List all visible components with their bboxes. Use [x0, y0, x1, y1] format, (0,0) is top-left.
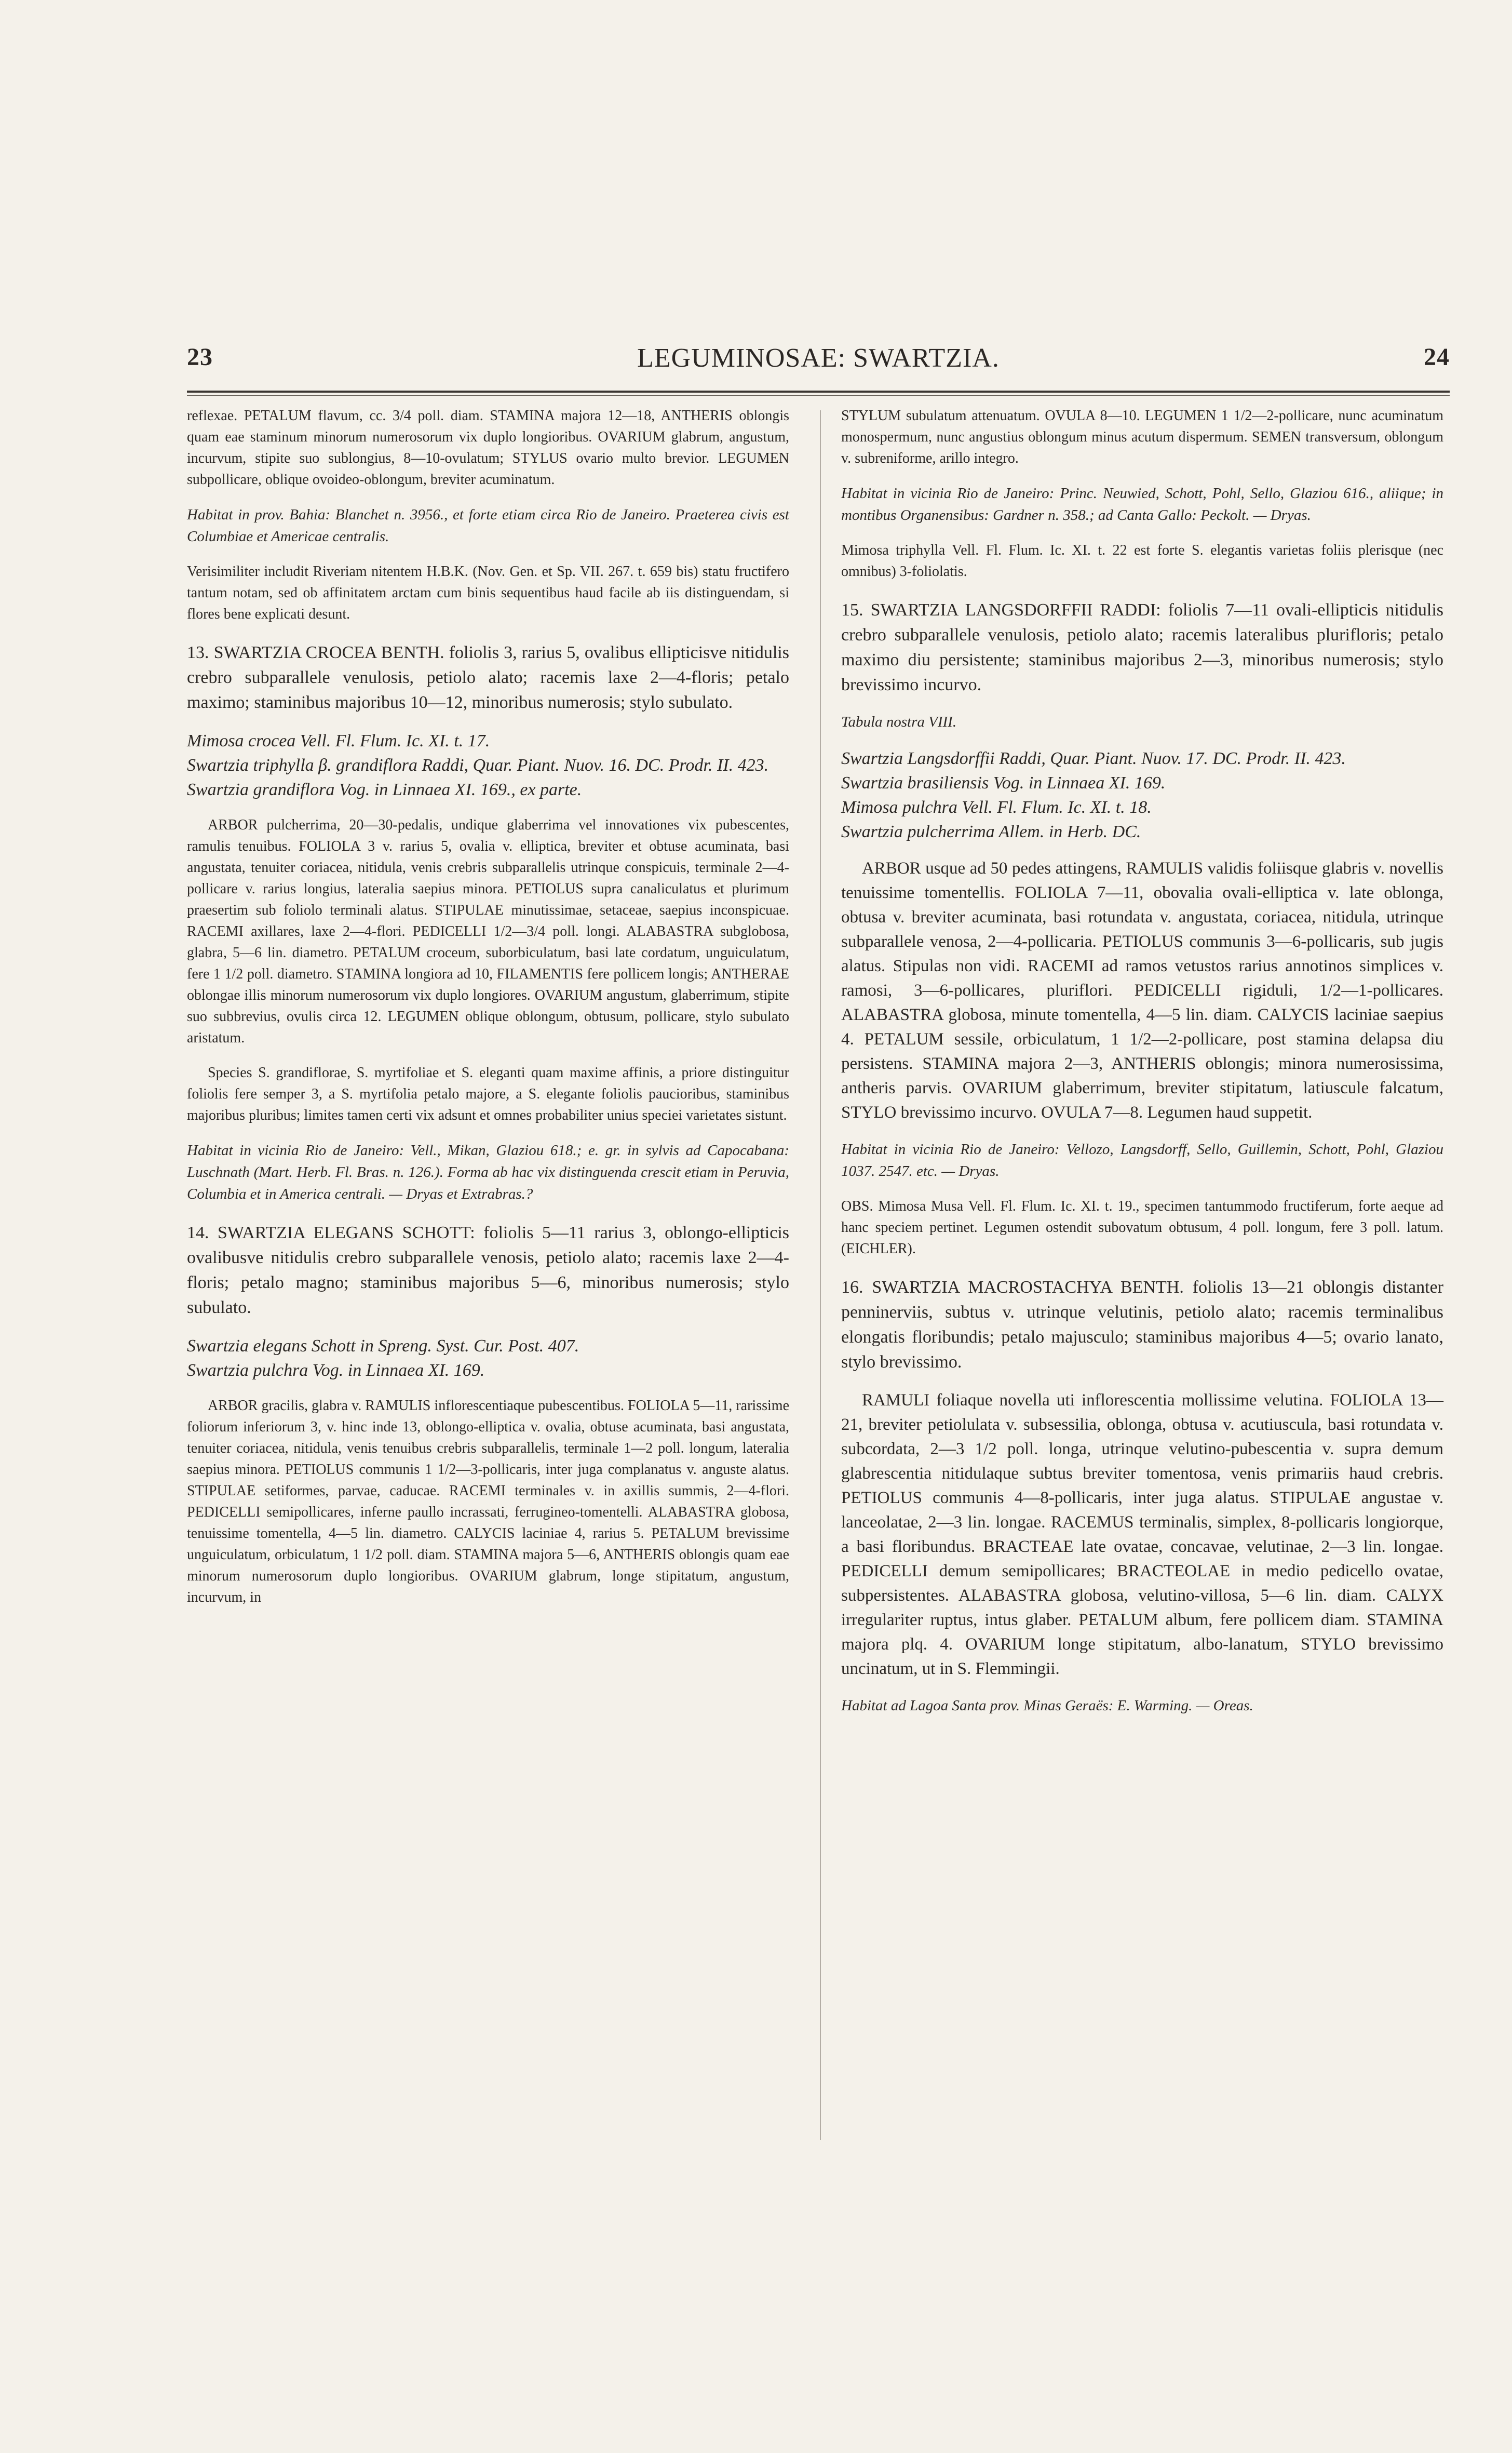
- species-14-habitat: Habitat in vicinia Rio de Janeiro: Princ. Neuwied, Schott, Pohl, Sello, Glaziou 616., aliique; in montibus Organensibus: Gardner n. 358.; ad Canta Gallo: Peckolt. — Dryas.: [841, 485, 1443, 524]
- page-number-right: 24: [1424, 343, 1450, 371]
- synonym-line: Swartzia brasiliensis Vog. in Linnaea XI. 169.: [841, 773, 1166, 793]
- species-13-heading: 13. SWARTZIA CROCEA BENTH. foliolis 3, rarius 5, ovalibus ellipticisve nitidulis crebro subparallele venulosis, petiolo alato; racemis laxe 2—4-floris; petalo maximo; staminibus majoribus 10—12, minoribus numerosis; stylo subulato.: [187, 643, 789, 712]
- right-column: [841, 405, 1443, 1730]
- species-14-description-cont: STYLUM subulatum attenuatum. OVULA 8—10. LEGUMEN 1 1/2—2-pollicare, nunc acuminatum monospermum, nunc angustius oblongum minus acutum dispermum. SEMEN transversum, oblongum v. subreniforme, arillo integro.: [841, 408, 1443, 466]
- species-13-synonyms: [187, 729, 789, 802]
- synonym-line: Swartzia pulcherrima Allem. in Herb. DC.: [841, 822, 1141, 841]
- left-column: [187, 405, 789, 1621]
- plate-reference: Tabula nostra VIII.: [841, 714, 957, 730]
- species-13-description: ARBOR pulcherrima, 20—30-pedalis, undique glaberrima vel innovationes vix pubescentes, ramulis tenuibus. FOLIOLA 3 v. rarius 5, ovalia v. elliptica, breviter et obtuse acuminata, basi angustata, tenuiter coriacea, nitidula, venis crebris subparallelis utrinque conspicuis, terminale 2—4-pollicare v. rarius longius, lateralia saepius minora. PETIOLUS supra canaliculatus et plurimum praesertim sub foliolo terminali alatus. STIPULAE minutissimae, setaceae, saepius inconspicuae. RACEMI axillares, laxe 2—4-flori. PEDICELLI 1/2—3/4 poll. longi. ALABASTRA subglobosa, glabra, 5—6 lin. diametro. PETALUM croceum, suborbiculatum, basi late cordatum, unguiculatum, fere 1 1/2 poll. diametro. STAMINA longiora ad 10, FILAMENTIS fere pollicem longis; ANTHERAE oblongae illis minorum numerosorum vix duplo longiores. OVARIUM angustum, glaberrimum, stipite suo subbrevius, ovulis circa 12. LEGUMEN oblique oblongum, obtusum, pollicare, stylo subulato aristatum.: [187, 817, 789, 1046]
- species-14-heading: 14. SWARTZIA ELEGANS SCHOTT: foliolis 5—11 rarius 3, oblongo-ellipticis ovalibusve nitidulis crebro subparallele venosis, petiolo alato; racemis laxe 2—4-floris; petalo magno; staminibus majoribus 5—6, minoribus numerosis; stylo subulato.: [187, 1223, 789, 1317]
- species-15-observation: OBS. Mimosa Musa Vell. Fl. Flum. Ic. XI. t. 19., specimen tantummodo fructiferum, forte aeque ad hanc speciem pertinet. Legumen ostendit subovatum obtusum, 4 poll. longum, fere 3 poll. latum. (EICHLER).: [841, 1198, 1443, 1257]
- synonym-line: Swartzia grandiflora Vog. in Linnaea XI. 169., ex parte.: [187, 780, 582, 799]
- column-divider: [820, 410, 821, 2140]
- header-rule-thin: [187, 395, 1450, 396]
- header-rule: [187, 391, 1450, 393]
- running-title: LEGUMINOSAE: SWARTZIA.: [637, 343, 1000, 373]
- synonym-line: Mimosa pulchra Vell. Fl. Flum. Ic. XI. t. 18.: [841, 798, 1152, 817]
- species-15-synonyms: [841, 746, 1443, 844]
- continued-description: reflexae. PETALUM flavum, cc. 3/4 poll. diam. STAMINA majora 12—18, ANTHERIS oblongis quam eae staminum minorum numerosorum vix duplo longioribus. OVARIUM glabrum, angustum, incurvum, stipite suo sublongius, 8—10-ovulatum; STYLUS ovario multo brevior. LEGUMEN subpollicare, oblique ovoideo-oblongum, breviter acuminatum.: [187, 408, 789, 488]
- synonym-line: Swartzia elegans Schott in Spreng. Syst. Cur. Post. 407.: [187, 1336, 579, 1356]
- species-13-habitat: Habitat in vicinia Rio de Janeiro: Vell., Mikan, Glaziou 618.; e. gr. in sylvis ad Capocabana: Luschnath (Mart. Herb. Fl. Bras. n. 126.). Forma ab hac vix distinguenda crescit etiam in Peruvia, Columbia et in America centrali. — Dryas et Extrabras.?: [187, 1142, 789, 1202]
- species-16-heading: 16. SWARTZIA MACROSTACHYA BENTH. foliolis 13—21 oblongis distanter penninerviis, subtus v. utrinque velutinis, petiolo alato; racemis terminalibus elongatis floribundis; petalo majusculo; staminibus majoribus 4—5; ovario lanato, stylo brevissimo.: [841, 1278, 1443, 1372]
- habitat-note: Habitat in prov. Bahia: Blanchet n. 3956., et forte etiam circa Rio de Janeiro. Praeterea civis est Columbiae et Americae centralis.: [187, 506, 789, 545]
- page-header: [187, 343, 1450, 395]
- species-14-description: ARBOR gracilis, glabra v. RAMULIS inflorescentiaque pubescentibus. FOLIOLA 5—11, rarissime foliorum inferiorum 3, v. hinc inde 13, oblongo-elliptica v. ovalia, obtuse acuminata, basi angustata, tenuiter coriacea, nitidula, venis tenuibus crebris subparallelis, terminale 1—2 poll. longum, lateralia saepius minora. PETIOLUS communis 1 1/2—3-pollicaris, inter juga complanatus v. anguste alatus. STIPULAE setiformes, parvae, caducae. RACEMI terminales v. in axillis summis, 2—4-flori. PEDICELLI semipollicares, inferne paullo incrassati, ferrugineo-tomentelli. ALABASTRA globosa, tenuissime tomentella, 4—5 lin. diametro. CALYCIS laciniae 4, rarius 5. PETALUM brevissime unguiculatum, orbiculatum, 1 1/2 poll. diam. STAMINA majora 5—6, ANTHERIS oblongis quam eae minorum numerosorum duplo longioribus. OVARIUM glabrum, longe stipitatum, angustum, incurvum, in: [187, 1398, 789, 1605]
- species-15-habitat: Habitat in vicinia Rio de Janeiro: Vellozo, Langsdorff, Sello, Guillemin, Schott, Pohl, Glaziou 1037. 2547. etc. — Dryas.: [841, 1141, 1443, 1179]
- species-15-description: ARBOR usque ad 50 pedes attingens, RAMULIS validis foliisque glabris v. novellis tenuissime tomentellis. FOLIOLA 7—11, obovalia ovali-elliptica v. late oblonga, obtusa v. breviter acuminata, basi rotundata v. angustata, coriacea, nitidula, utrinque subparallele venosa, 2—4-pollicaria. PETIOLUS communis 3—6-pollicaris, sub jugis alatus. Stipulas non vidi. RACEMI ad ramos vetustos rarius annotinos simplices v. ramosi, 3—6-pollicares, pluriflori. PEDICELLI rigiduli, 1/2—1-pollicares. ALABASTRA globosa, minute tomentella, 4—5 lin. diam. CALYCIS laciniae saepius 4. PETALUM sessile, orbiculatum, 1 1/2—2-pollicare, post stamina delapsa diu persistens. STAMINA majora 2—3, ANTHERIS oblongis; minora numerosissima, antheris parvis. OVARIUM glaberrimum, breviter stipitatum, latiuscule falcatum, STYLO brevissimo incurvo. OVULA 7—8. Legumen haud suppetit.: [841, 859, 1443, 1122]
- remark-paragraph: Verisimiliter includit Riveriam nitentem H.B.K. (Nov. Gen. et Sp. VII. 267. t. 659 bis) statu fructifero tantum notam, sed ob affinitatem arctam cum binis sequentibus haud facile ab iis distinguendam, si flores bene explicati desunt.: [187, 564, 789, 622]
- species-16-habitat: Habitat ad Lagoa Santa prov. Minas Geraës: E. Warming. — Oreas.: [841, 1697, 1253, 1714]
- species-14-note: Mimosa triphylla Vell. Fl. Flum. Ic. XI. t. 22 est forte S. elegantis varietas foliis plerisque (nec omnibus) 3-foliolatis.: [841, 542, 1443, 580]
- page-number-left: 23: [187, 343, 213, 371]
- species-16-description: RAMULI foliaque novella uti inflorescentia mollissime velutina. FOLIOLA 13—21, breviter petiolulata v. subsessilia, oblonga, obtusa v. acutiuscula, basi rotundata v. subcordata, 2—3 1/2 poll. longa, utrinque velutino-pubescentia v. supra demum glabrescentia nitidulaque subtus breviter tomentosa, venis primariis haud crebris. PETIOLUS communis 4—8-pollicaris, inter juga alatus. STIPULAE angustae v. lanceolatae, 2—3 lin. longae. RACEMUS terminalis, simplex, 8-pollicaris longiorque, a basi floribundus. BRACTEAE late ovatae, concavae, velutinae, 2—3 lin. longae. PEDICELLI demum semipollicares; BRACTEOLAE in medio pedicello ovatae, subpersistentes. ALABASTRA globosa, velutino-villosa, 5—6 lin. diam. CALYX irregulariter ruptus, intus glaber. PETALUM album, fere pollicem diam. STAMINA majora plq. 4. OVARIUM longe stipitatum, albo-lanatum, STYLO brevissimo uncinatum, ut in S. Flemmingii.: [841, 1391, 1443, 1678]
- synonym-line: Swartzia Langsdorffii Raddi, Quar. Piant. Nuov. 17. DC. Prodr. II. 423.: [841, 749, 1346, 768]
- species-14-synonyms: [187, 1334, 789, 1383]
- species-15-heading: 15. SWARTZIA LANGSDORFFII RADDI: foliolis 7—11 ovali-ellipticis nitidulis crebro subparallele venulosis, petiolo alato; racemis lateralibus plurifloris; petalo maximo diu persistente; staminibus majoribus 2—3, minoribus numerosis; stylo brevissimo incurvo.: [841, 600, 1443, 694]
- species-13-note: Species S. grandiflorae, S. myrtifoliae et S. eleganti quam maxime affinis, a priore distinguitur foliolis fere semper 3, a S. myrtifolia petalo majore, a S. elegante foliolis paucioribus, staminibus majoribus pluribus; limites tamen certi vix adsunt et omnes probabiliter unius speciei varietates sistunt.: [187, 1065, 789, 1123]
- synonym-line: Swartzia pulchra Vog. in Linnaea XI. 169.: [187, 1361, 485, 1380]
- synonym-line: Mimosa crocea Vell. Fl. Flum. Ic. XI. t. 17.: [187, 731, 490, 750]
- synonym-line: Swartzia triphylla β. grandiflora Raddi, Quar. Piant. Nuov. 16. DC. Prodr. II. 423.: [187, 756, 769, 775]
